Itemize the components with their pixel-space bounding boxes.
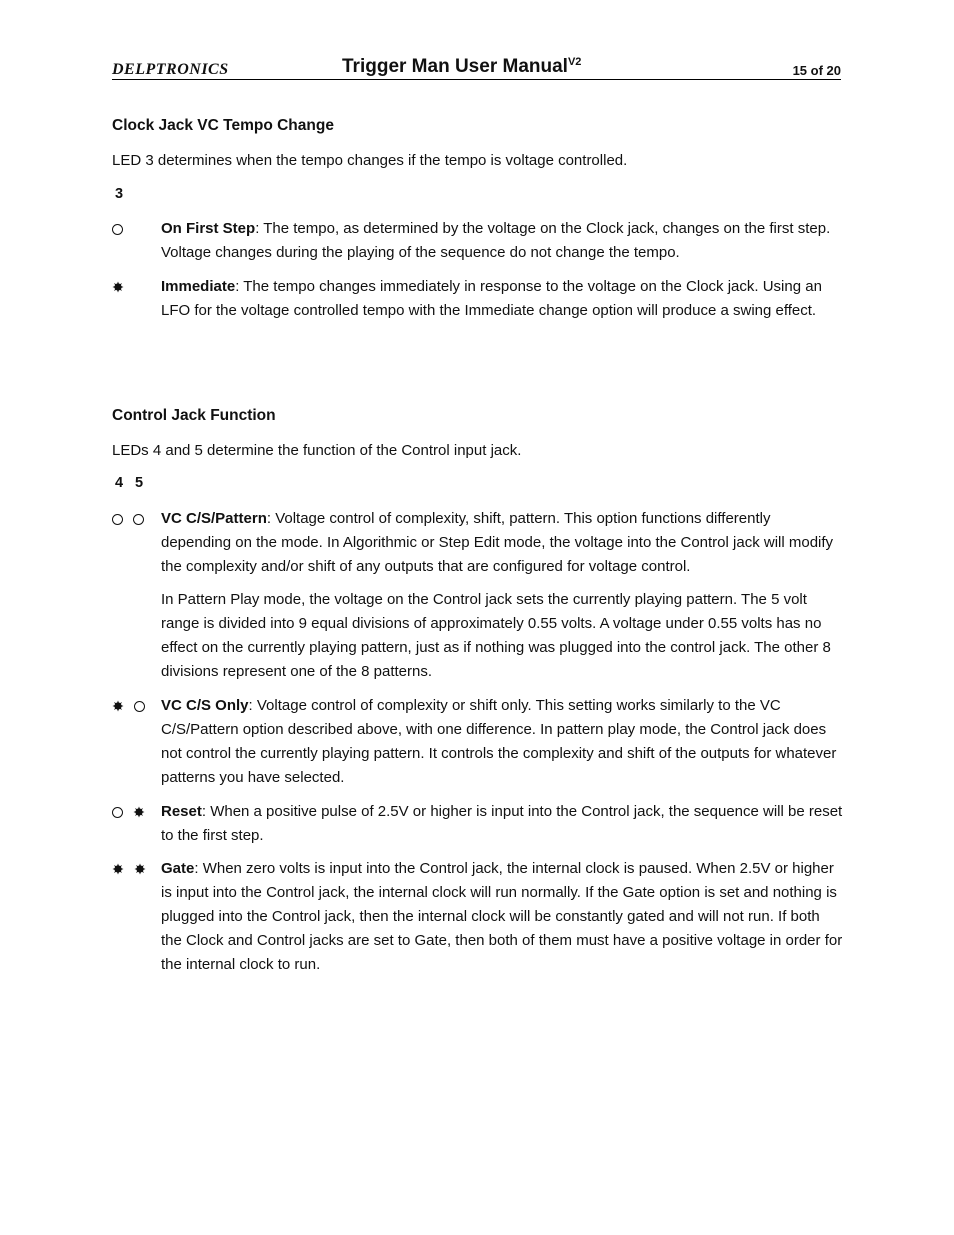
section-heading-clock-jack: Clock Jack VC Tempo Change	[112, 117, 334, 134]
option-body: : The tempo changes immediately in response to the voltage on the Clock jack. Using an LFO for the voltage controlled tempo with the Immediate change option will produce a swing effect.	[161, 278, 822, 319]
led-state-icons	[112, 275, 134, 299]
led-number-header	[115, 186, 135, 202]
led-on-icon	[112, 281, 124, 293]
led-state-icons	[112, 694, 155, 718]
option-description	[161, 857, 843, 977]
option-row	[112, 275, 842, 347]
option-term: Reset	[161, 803, 202, 820]
option-row	[112, 857, 842, 977]
option-row	[112, 507, 842, 680]
led-state-icons	[112, 217, 133, 241]
led-off-icon	[134, 701, 145, 712]
led-off-icon	[112, 807, 123, 818]
option-description	[161, 694, 843, 790]
document-title	[342, 56, 581, 78]
page-header	[112, 54, 841, 80]
option-term: Immediate	[161, 278, 236, 295]
option-row	[112, 800, 842, 848]
option-extra-paragraph: In Pattern Play mode, the voltage on the Control jack sets the currently playing pattern. The 5 volt range is divided into 9 equal divisions of approximately 0.55 volts. A voltage under 0.55 volts has no effect on the currently playing pattern, just as if nothing was plugged into the control jack. The other 8 divisions represent one of the 8 patterns.	[161, 591, 831, 680]
option-description	[161, 800, 843, 848]
led-on-icon	[133, 806, 145, 818]
page-number: 15 of 20	[792, 63, 841, 78]
option-term: On First Step	[161, 220, 256, 237]
led-number: 5	[135, 475, 144, 491]
led-off-icon	[112, 514, 123, 525]
led-on-icon	[134, 863, 146, 875]
option-body: : The tempo, as determined by the voltage on the Clock jack, changes on the first step. Voltage changes during the playing of the sequence do not change the tempo.	[161, 220, 831, 261]
led-on-icon	[112, 863, 124, 875]
option-term: VC C/S Only	[161, 697, 249, 714]
led-number-header	[115, 475, 155, 491]
brand-logo: DELPTRONICS	[112, 61, 229, 78]
section-intro-control-jack: LEDs 4 and 5 determine the function of the Control input jack.	[112, 442, 522, 459]
led-state-icons	[112, 800, 155, 824]
option-description	[161, 275, 843, 323]
option-body: : When zero volts is input into the Control jack, the internal clock is paused. When 2.5V or higher is input into the Control jack, the internal clock will run normally. If the Gate option is set and nothing is plugged into the Control jack, then the internal clock will be constantly gated and will not run. If both the Clock and Control jacks are set to Gate, then both of them must have a positive voltage in order for the internal clock to run.	[161, 860, 843, 973]
option-description	[161, 217, 843, 265]
led-number: 4	[115, 475, 124, 491]
document-title-version: V2	[567, 56, 582, 68]
led-off-icon	[112, 224, 123, 235]
document-title-text: Trigger Man User Manual	[342, 56, 568, 77]
led-state-icons	[112, 857, 156, 881]
option-description	[161, 507, 843, 579]
option-row	[112, 217, 842, 265]
option-term: Gate	[161, 860, 195, 877]
led-number: 3	[115, 186, 124, 202]
option-row	[112, 694, 842, 790]
option-body: : Voltage control of complexity or shift only. This setting works similarly to the VC C/S/Pattern option described above, with one difference. In pattern play mode, the Control jack does not control the currently playing pattern. It controls the complexity and shift of the outputs for whatever patterns you have selected.	[161, 697, 837, 786]
led-off-icon	[133, 514, 144, 525]
section-intro-clock-jack: LED 3 determines when the tempo changes if the tempo is voltage controlled.	[112, 152, 628, 169]
option-term: VC C/S/Pattern	[161, 510, 267, 527]
led-state-icons	[112, 507, 154, 531]
option-body: : When a positive pulse of 2.5V or higher is input into the Control jack, the sequence will be reset to the first step.	[161, 803, 843, 844]
section-heading-control-jack: Control Jack Function	[112, 407, 276, 424]
option-body: : Voltage control of complexity, shift, pattern. This option functions differently depending on the mode. In Algorithmic or Step Edit mode, the voltage into the Control jack will modify the complexity and/or shift of any outputs that are configured for voltage control.	[161, 510, 834, 575]
led-on-icon	[112, 700, 124, 712]
